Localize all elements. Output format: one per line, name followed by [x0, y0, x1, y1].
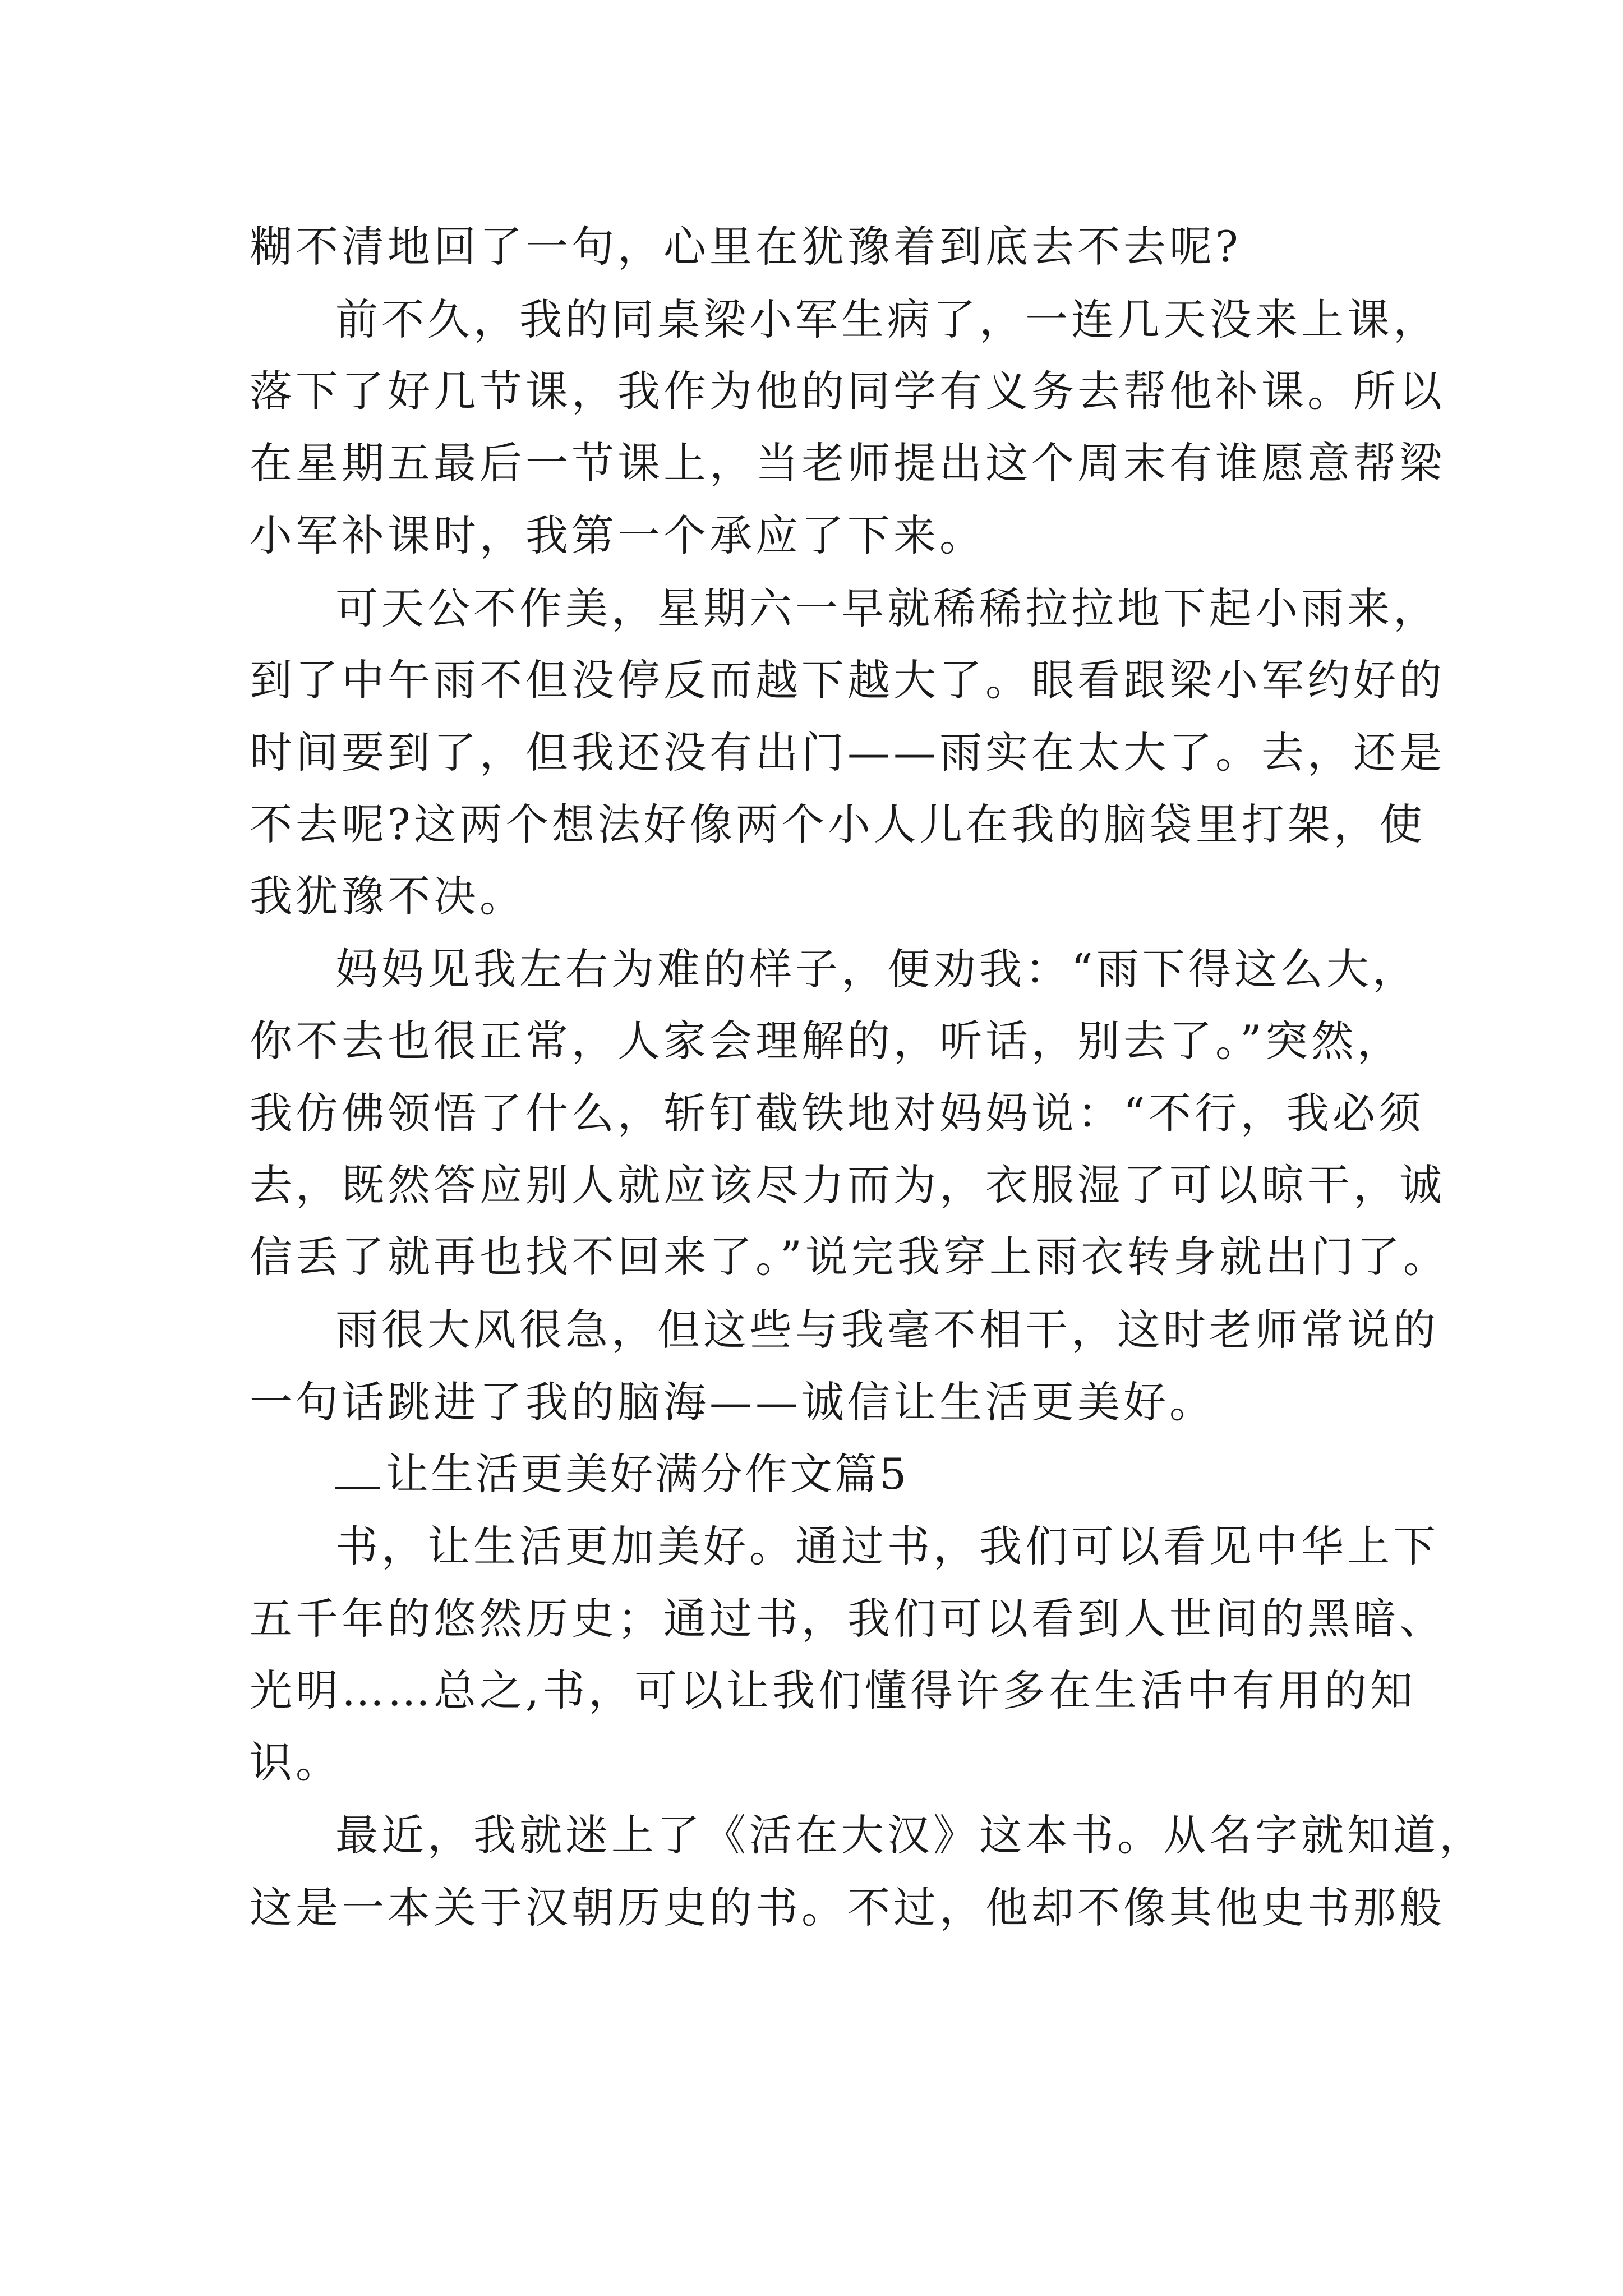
text-line: 信丢了就再也找不回来了。”说完我穿上雨衣转身就出门了。 — [250, 1232, 1449, 1282]
text-line: 不去呢?这两个想法好像两个小人儿在我的脑袋里打架，使 — [250, 799, 1426, 849]
text-line: 你不去也很正常，人家会理解的，听话，别去了。”突然， — [250, 1016, 1403, 1066]
text-line: 这是一本关于汉朝历史的书。不过，他却不像其他史书那般 — [250, 1883, 1445, 1932]
text-line: 我仿佛领悟了什么，斩钉截铁地对妈妈说：“不行，我必须 — [250, 1088, 1424, 1138]
paragraph-start-line: 妈妈见我左右为难的样子，便劝我：“雨下得这么大， — [335, 944, 1418, 994]
section-heading-text: 让生活更美好满分作文篇5 — [386, 1449, 909, 1499]
paragraph-start-line: 可天公不作美，星期六一早就稀稀拉拉地下起小雨来， — [335, 583, 1439, 633]
paragraph-start-line: 雨很大风很急，但这些与我毫不相干，这时老师常说的 — [335, 1305, 1439, 1355]
section-heading — [335, 1446, 909, 1502]
text-line: 在星期五最后一节课上，当老师提出这个周末有谁愿意帮梁 — [250, 438, 1445, 488]
text-line: 去，既然答应别人就应该尽力而为，衣服湿了可以晾干，诚 — [250, 1160, 1445, 1210]
text-line: 我犹豫不决。 — [250, 871, 525, 921]
text-line: 识。 — [250, 1737, 342, 1787]
text-line: 时间要到了，但我还没有出门——雨实在太大了。去，还是 — [250, 728, 1445, 777]
paragraph-start-line: 最近，我就迷上了《活在大汉》这本书。从名字就知道， — [335, 1810, 1485, 1860]
paragraph-start-line: 前不久，我的同桌梁小军生病了，一连几天没来上课， — [335, 295, 1439, 344]
paragraph-start-line: 书，让生活更加美好。通过书，我们可以看见中华上下 — [335, 1521, 1439, 1571]
text-line: 小军补课时，我第一个承应了下来。 — [250, 510, 985, 560]
text-line: 五千年的悠然历史；通过书，我们可以看到人世间的黑暗、 — [250, 1594, 1445, 1644]
text-line: 到了中午雨不但没停反而越下越大了。眼看跟梁小军约好的 — [250, 655, 1445, 705]
blank-underline — [335, 1453, 380, 1489]
text-line: 糊不清地回了一句，心里在犹豫着到底去不去呢? — [250, 222, 1242, 272]
text-line: 光明……总之,书，可以让我们懂得许多在生活中有用的知 — [250, 1665, 1417, 1715]
text-line: 一句话跳进了我的脑海——诚信让生活更美好。 — [250, 1377, 1215, 1427]
text-line: 落下了好几节课，我作为他的同学有义务去帮他补课。所以 — [250, 366, 1445, 416]
